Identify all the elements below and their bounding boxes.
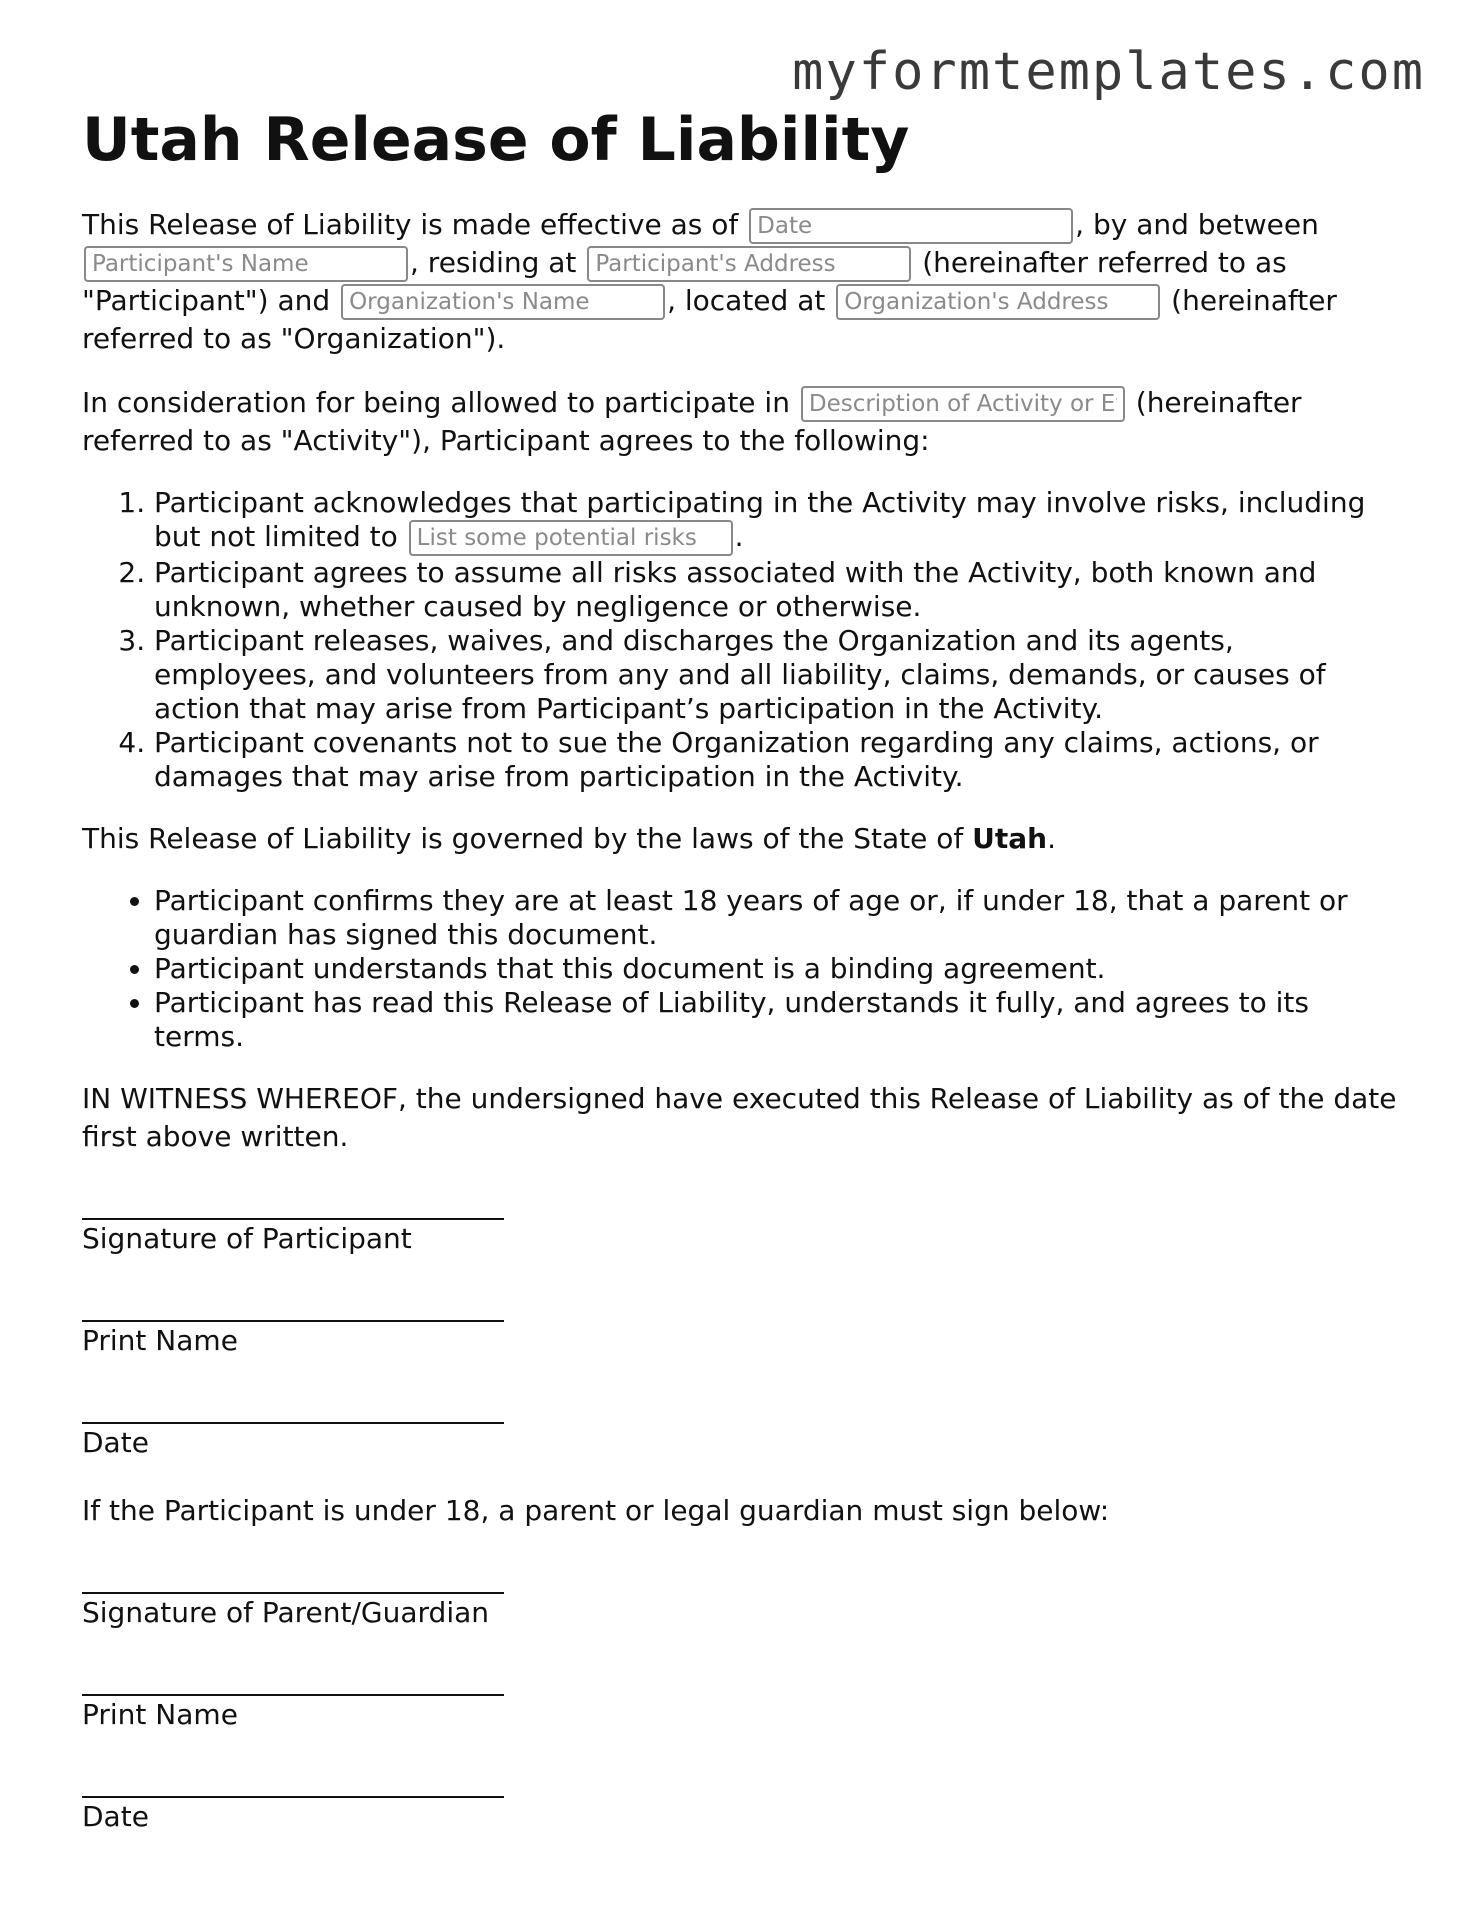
- participant-signature-line[interactable]: [82, 1190, 504, 1220]
- guardian-print-name-line[interactable]: [82, 1666, 504, 1696]
- participant-date-block: [82, 1394, 1402, 1462]
- term-item-1: [154, 486, 1402, 556]
- intro-text-6: (hereinafter referred to as "Organization").: [82, 284, 1337, 355]
- witness-paragraph: IN WITNESS WHEREOF, the undersigned have executed this Release of Liability as of the date first above written.: [82, 1082, 1397, 1153]
- confirmation-item: • Participant confirms they are at least 18 years of age or, if under 18, that a parent or guardian has signed this document.: [154, 884, 1402, 952]
- document-body: [82, 104, 1402, 1836]
- guardian-print-name-label: Print Name: [82, 1698, 238, 1731]
- governing-period: .: [1047, 822, 1056, 855]
- confirmation-item: • Participant understands that this document is a binding agreement.: [154, 952, 1402, 986]
- date-input[interactable]: [749, 208, 1073, 244]
- potential-risks-input[interactable]: [409, 520, 733, 556]
- guardian-note: If the Participant is under 18, a parent or legal guardian must sign below:: [82, 1494, 1110, 1527]
- intro-text-3: , residing at: [410, 246, 577, 279]
- organization-name-input[interactable]: [341, 284, 665, 320]
- guardian-date-block: [82, 1768, 1402, 1836]
- intro-text-2: , by and between: [1075, 208, 1319, 241]
- intro-text-1: This Release of Liability is made effective as of: [82, 208, 739, 241]
- participant-print-name-block: [82, 1292, 1402, 1360]
- organization-address-input[interactable]: [836, 284, 1160, 320]
- intro-paragraph: [82, 206, 1402, 358]
- guardian-signature-block: [82, 1564, 1402, 1632]
- participant-signature-label: Signature of Participant: [82, 1222, 412, 1255]
- term-item-4: 4. Participant covenants not to sue the Organization regarding any claims, actions, or damages that may arise from participation in the Activity.: [154, 726, 1402, 794]
- participant-date-label: Date: [82, 1426, 149, 1459]
- document-title: Utah Release of Liability: [82, 105, 910, 175]
- confirmation-item: • Participant has read this Release of Liability, understands it fully, and agrees to its terms.: [154, 986, 1402, 1054]
- term-1-period: .: [734, 520, 744, 553]
- governing-state: Utah: [972, 822, 1048, 855]
- term-item-2: 2. Participant agrees to assume all risks associated with the Activity, both known and unknown, whether caused by negligence or otherwise.: [154, 556, 1402, 624]
- site-watermark: myformtemplates.com: [792, 42, 1425, 102]
- participant-print-name-label: Print Name: [82, 1324, 238, 1357]
- guardian-print-name-block: [82, 1666, 1402, 1734]
- consideration-text-2: (hereinafter referred to as "Activity"), Participant agrees to the following:: [82, 386, 1302, 457]
- guardian-date-line[interactable]: [82, 1768, 504, 1798]
- participant-name-input[interactable]: [84, 246, 408, 282]
- participant-print-name-line[interactable]: [82, 1292, 504, 1322]
- guardian-signature-line[interactable]: [82, 1564, 504, 1594]
- term-1-text: Participant acknowledges that participating in the Activity may involve risks, including but not limited to: [154, 486, 1366, 553]
- governing-text: This Release of Liability is governed by the laws of the State of: [82, 822, 964, 855]
- participant-date-line[interactable]: [82, 1394, 504, 1424]
- confirmations-list: [82, 884, 1402, 1054]
- consideration-paragraph: [82, 384, 1402, 460]
- guardian-date-label: Date: [82, 1800, 149, 1833]
- intro-text-4: (hereinafter referred to as "Participant") and: [82, 246, 1287, 317]
- consideration-text-1: In consideration for being allowed to participate in: [82, 386, 790, 419]
- guardian-signature-label: Signature of Parent/Guardian: [82, 1596, 490, 1629]
- terms-list: [82, 486, 1402, 794]
- participant-address-input[interactable]: [587, 246, 911, 282]
- activity-description-input[interactable]: [801, 386, 1125, 422]
- intro-text-5: , located at: [667, 284, 826, 317]
- participant-signature-block: [82, 1190, 1402, 1258]
- governing-law-paragraph: [82, 820, 1402, 858]
- term-item-3: 3. Participant releases, waives, and discharges the Organization and its agents, employees, and volunteers from any and all liability, claims, demands, or causes of action that may arise from Participant’s participation in the Activity.: [154, 624, 1402, 726]
